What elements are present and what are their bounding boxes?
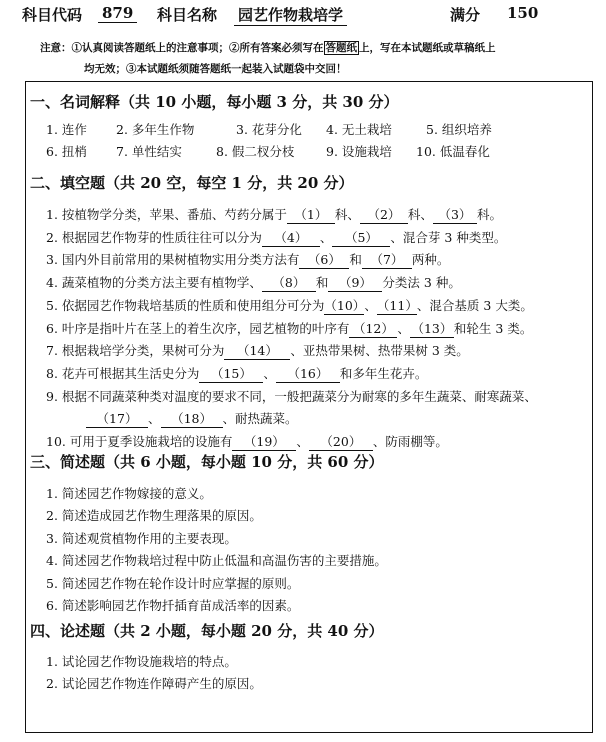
fill-question: 4. 蔬菜植物的分类方法主要有植物学、 （8） 和 （9） 分类法 3 种。 — [46, 275, 461, 290]
term: 8. 假二杈分枝 — [216, 144, 295, 159]
term: 3. 花芽分化 — [236, 122, 302, 137]
fill-question: 7. 根据栽培学分类，果树可分为 （14） 、亚热带果树、热带果树 3 类。 — [46, 343, 469, 358]
fill-question-continued: （17） 、 （18） 、耐热蔬菜。 — [86, 409, 298, 428]
full-score-label: 满分 — [450, 6, 481, 24]
exam-header — [22, 4, 592, 24]
answer-blank: （7） — [362, 250, 412, 269]
fill-question: 8. 花卉可根据其生活史分为 （15） 、 （16） 和多年生花卉。 — [46, 366, 428, 381]
fill-question: 6. 叶序是指叶片在茎上的着生次序，园艺植物的叶序有 （12） 、 （13） 和轮生 3 类。 — [46, 321, 533, 336]
question-item: 1. 试论园艺作物设施栽培的特点。 — [46, 654, 237, 669]
notice-answer-sheet-box: 答题纸 — [325, 42, 357, 54]
answer-blank: （17） — [86, 409, 148, 428]
question-item: 6. 简述影响园艺作物扦插育苗成活率的因素。 — [46, 598, 300, 613]
answer-blank: （8） — [262, 273, 316, 292]
answer-blank: （2） — [360, 205, 408, 224]
answer-blank: （6） — [299, 250, 349, 269]
fill-question: 2. 根据园艺作物芽的性质往往可以分为 （4） 、 （5） 、混合芽 3 种类型。 — [46, 230, 507, 245]
fill-question: 5. 依据园艺作物栽培基质的性质和使用组分可分为（10）、（11）、混合基质 3 大类。 — [46, 298, 533, 313]
term: 4. 无土栽培 — [326, 122, 392, 137]
answer-blank: （5） — [332, 228, 390, 247]
fill-question: 1. 按植物学分类，苹果、番茄、芍药分属于 （1） 科、 （2） 科、 （3） 科。 — [46, 207, 502, 222]
notice-label: 注意： — [40, 42, 72, 54]
answer-blank: （20） — [309, 432, 373, 451]
answer-blank: （13） — [411, 321, 453, 336]
subject-name-label: 科目名称 — [157, 6, 218, 24]
section4-title: 四、论述题（共 2 小题，每小题 20 分，共 40 分） — [30, 622, 384, 640]
notice-line2: 均无效；③本试题纸须随答题纸一起装入试题袋中交回！ — [84, 63, 347, 75]
full-score-value: 150 — [507, 4, 539, 22]
subject-code-value: 879 — [98, 4, 137, 23]
term: 10. 低温春化 — [416, 144, 490, 159]
answer-blank: （19） — [232, 432, 296, 451]
answer-blank: （1） — [287, 205, 335, 224]
question-item: 2. 试论园艺作物连作障碍产生的原因。 — [46, 676, 262, 691]
notice-line1-b: 上，写在本试题纸或草稿纸上 — [359, 42, 496, 54]
answer-blank: （4） — [262, 228, 320, 247]
answer-blank: （16） — [276, 364, 340, 383]
section2-title: 二、填空题（共 20 空，每空 1 分，共 20 分） — [30, 174, 354, 192]
term: 7. 单性结实 — [116, 144, 182, 159]
notice — [40, 38, 585, 80]
answer-blank: （18） — [161, 409, 223, 428]
question-item: 1. 简述园艺作物嫁接的意义。 — [46, 486, 212, 501]
subject-name-value: 园艺作物栽培学 — [234, 4, 347, 26]
answer-blank: （15） — [199, 364, 263, 383]
notice-line1-a: ①认真阅读答题纸上的注意事项；②所有答案必须写在 — [71, 42, 324, 54]
term: 1. 连作 — [46, 122, 87, 137]
answer-blank: （3） — [433, 205, 477, 224]
term: 6. 扭梢 — [46, 144, 87, 159]
answer-blank: （14） — [224, 341, 290, 360]
question-item: 4. 简述园艺作物栽培过程中防止低温和高温伤害的主要措施。 — [46, 553, 387, 568]
term: 9. 设施栽培 — [326, 144, 392, 159]
answer-blank: （12） — [349, 319, 397, 338]
answer-blank: （9） — [328, 273, 382, 292]
fill-question: 9. 根据不同蔬菜种类对温度的要求不同，一般把蔬菜分为耐寒的多年生蔬菜、耐寒蔬菜、 — [46, 389, 537, 404]
answer-blank: （11） — [376, 298, 418, 313]
term: 5. 组织培养 — [426, 122, 492, 137]
answer-blank: （10） — [324, 298, 366, 313]
term: 2. 多年生作物 — [116, 122, 195, 137]
fill-question: 10. 可用于夏季设施栽培的设施有 （19） 、 （20） 、防雨棚等。 — [46, 434, 448, 449]
question-item: 2. 简述造成园艺作物生理落果的原因。 — [46, 508, 262, 523]
fill-question: 3. 国内外目前常用的果树植物实用分类方法有 （6） 和 （7） 两种。 — [46, 252, 450, 267]
section3-title: 三、简述题（共 6 小题，每小题 10 分，共 60 分） — [30, 453, 384, 471]
question-item: 3. 简述观赏植物作用的主要表现。 — [46, 531, 237, 546]
subject-code-label: 科目代码 — [22, 6, 83, 24]
question-item: 5. 简述园艺作物在轮作设计时应掌握的原则。 — [46, 576, 300, 591]
section1-title: 一、名词解释（共 10 小题，每小题 3 分，共 30 分） — [30, 93, 399, 111]
